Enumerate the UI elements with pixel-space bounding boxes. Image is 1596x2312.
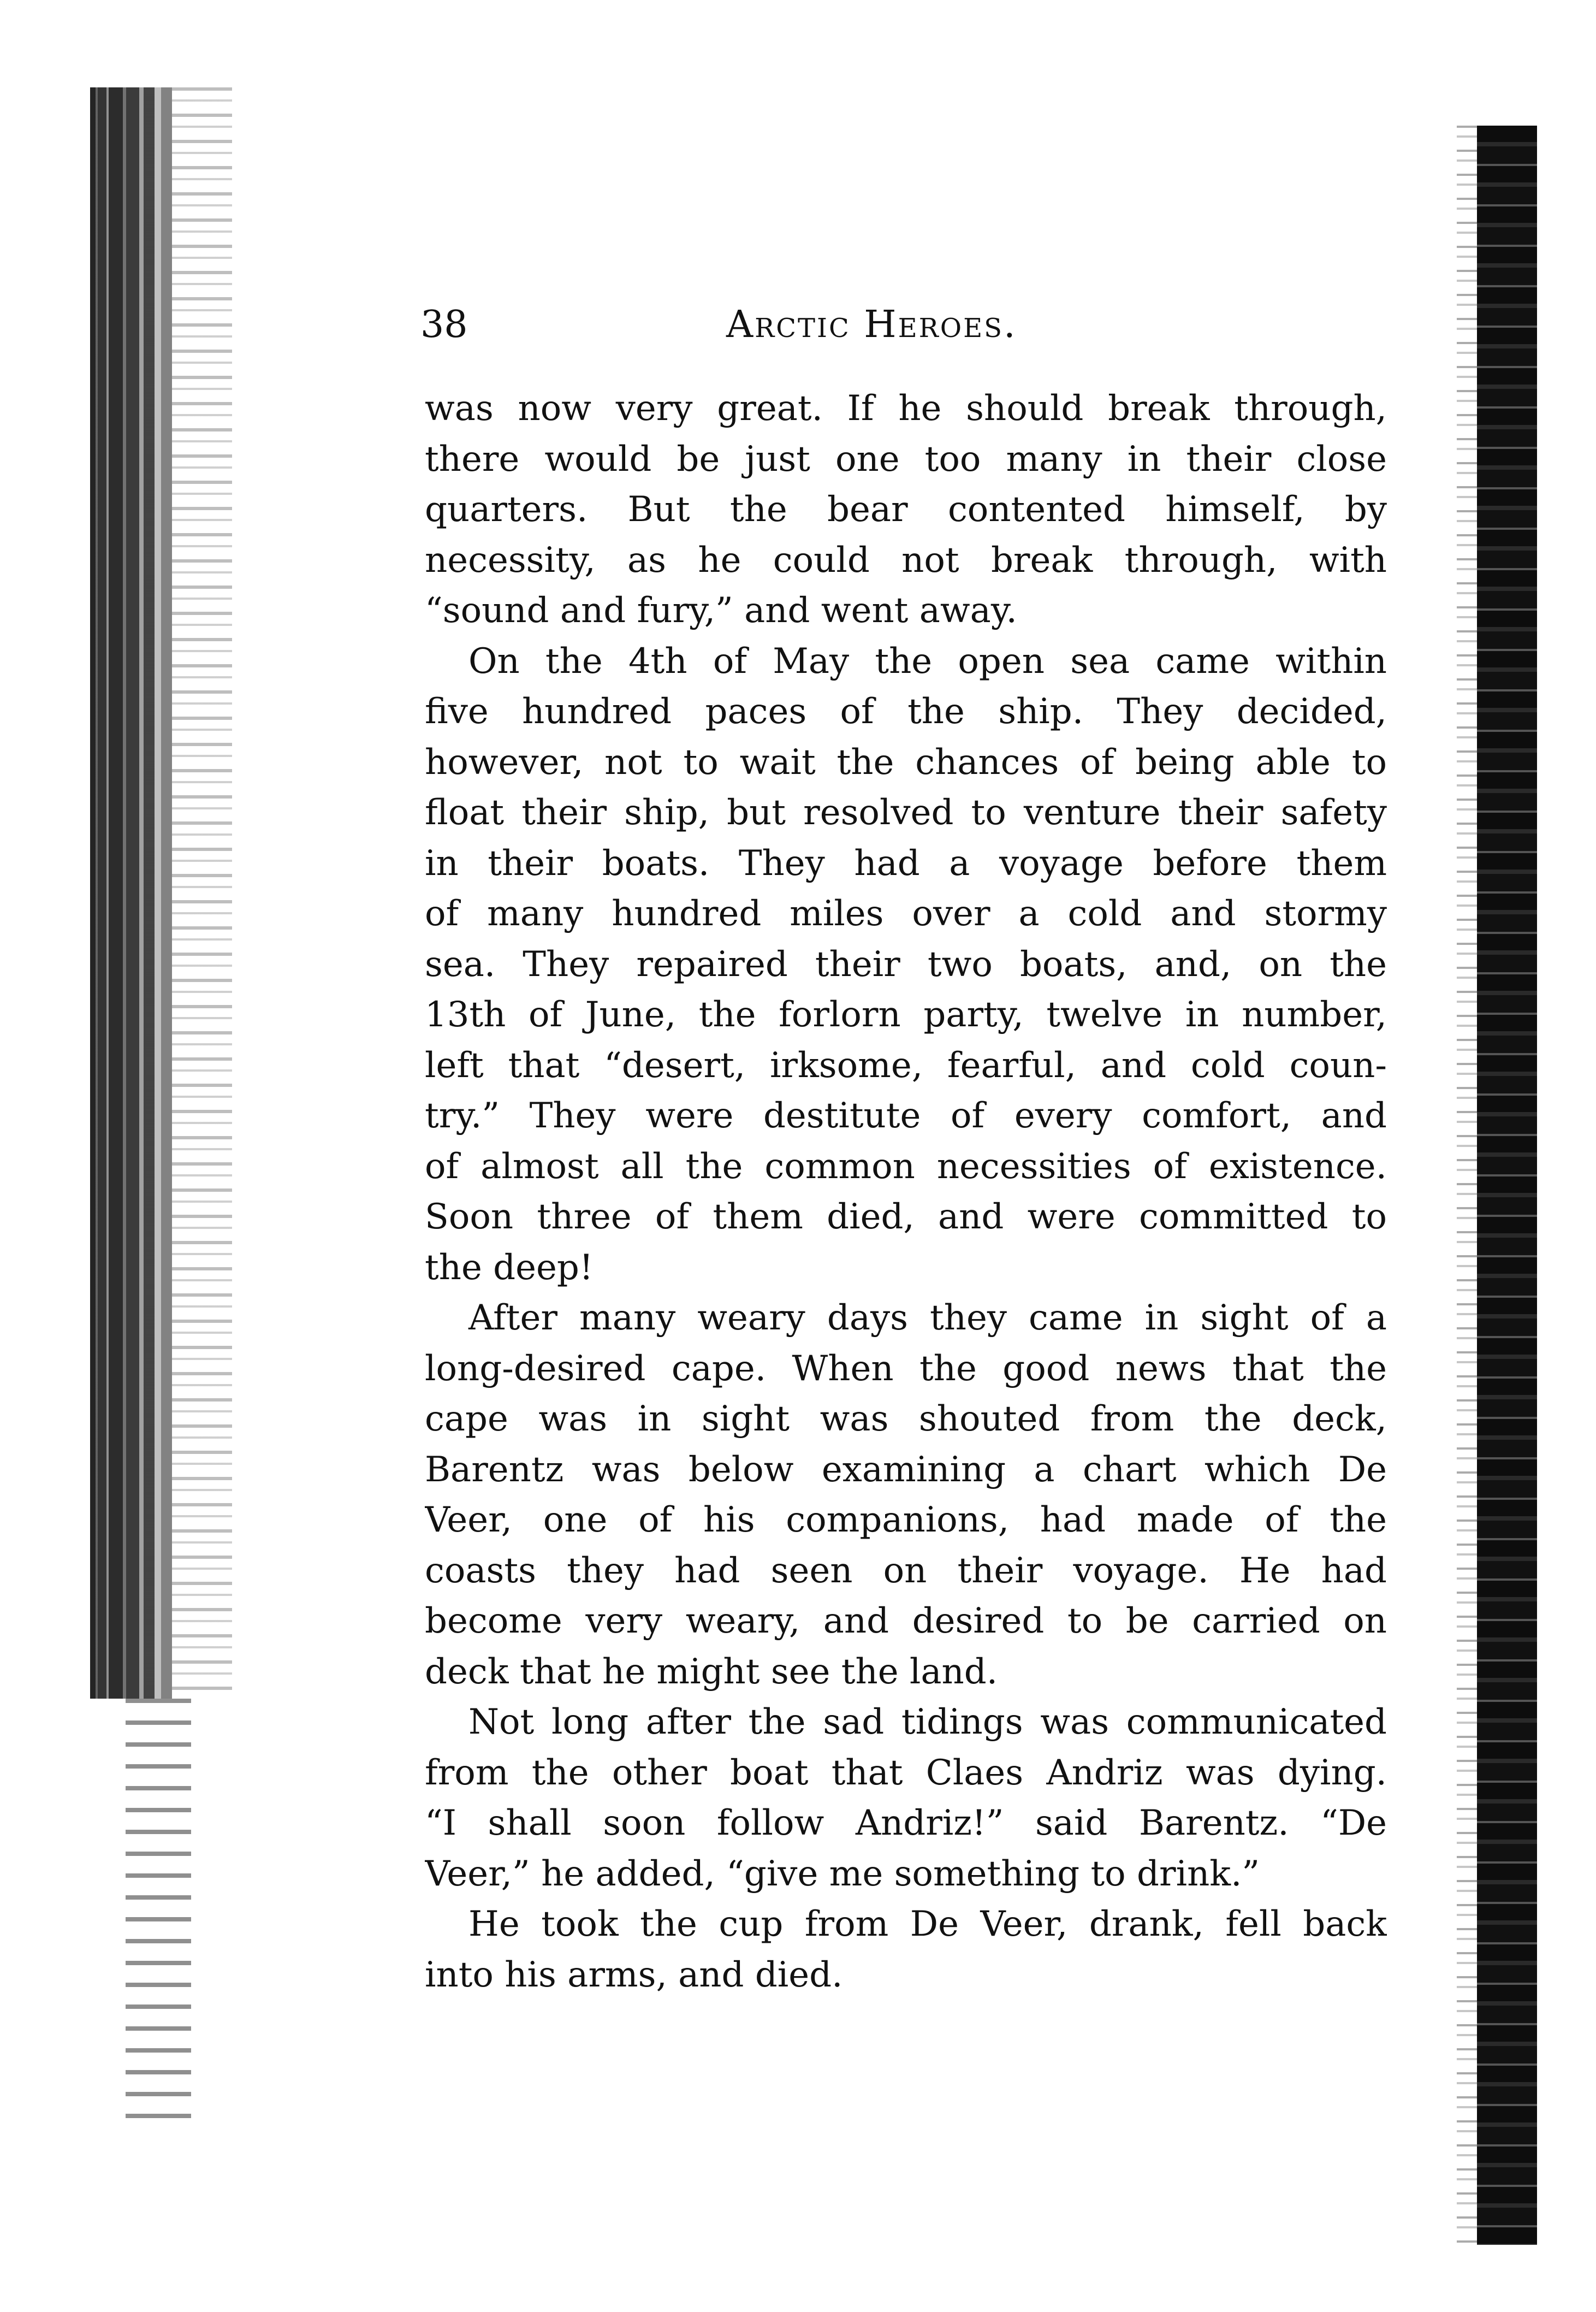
text-line: Not long after the sad tidings was communicated bbox=[468, 1702, 1387, 1742]
scan-binding-left-shadow bbox=[172, 87, 232, 1699]
text-line: deck that he might see the land. bbox=[425, 1651, 998, 1692]
text-line: into his arms, and died. bbox=[425, 1954, 843, 1995]
text-line: 13th of June, the forlorn party, twelve in number, bbox=[425, 995, 1387, 1035]
text-line: Veer, one of his companions, had made of the bbox=[425, 1500, 1387, 1540]
text-line: After many weary days they came in sight of a bbox=[468, 1298, 1387, 1338]
text-line: Soon three of them died, and were committed to bbox=[425, 1197, 1387, 1237]
text-line: try.” They were destitute of every comfort, and bbox=[425, 1096, 1387, 1136]
scan-binding-left bbox=[90, 87, 172, 1699]
text-line: left that “desert, irksome, fearful, and cold coun- bbox=[425, 1045, 1387, 1086]
text-line: On the 4th of May the open sea came within bbox=[468, 641, 1387, 682]
page-number: 38 bbox=[420, 303, 468, 346]
text-line: necessity, as he could not break through, with bbox=[425, 540, 1387, 581]
scan-binding-left-lower bbox=[126, 1699, 191, 2125]
text-line: from the other boat that Claes Andriz was dying. bbox=[425, 1752, 1387, 1793]
body-text bbox=[425, 383, 1387, 2000]
text-line: sea. They repaired their two boats, and, on the bbox=[425, 944, 1387, 985]
text-line: there would be just one too many in their close bbox=[425, 439, 1387, 480]
text-line: Barentz was below examining a chart which De bbox=[425, 1449, 1387, 1490]
text-line: “I shall soon follow Andriz!” said Barentz. “De bbox=[425, 1803, 1387, 1843]
paragraph bbox=[425, 1697, 1387, 1899]
text-line: become very weary, and desired to be carried on bbox=[425, 1601, 1387, 1641]
text-line: quarters. But the bear contented himself, by bbox=[425, 489, 1387, 530]
text-line: coasts they had seen on their voyage. He had bbox=[425, 1550, 1387, 1591]
text-line: “sound and fury,” and went away. bbox=[425, 590, 1017, 631]
text-line: the deep! bbox=[425, 1247, 594, 1288]
paragraph bbox=[425, 1899, 1387, 2000]
text-line: was now very great. If he should break through, bbox=[425, 388, 1387, 429]
scan-binding-right bbox=[1477, 126, 1537, 2245]
text-line: in their boats. They had a voyage before them bbox=[425, 843, 1387, 884]
paragraph bbox=[425, 1293, 1387, 1697]
paragraph bbox=[425, 383, 1387, 636]
page-header bbox=[420, 295, 1381, 355]
paragraph bbox=[425, 636, 1387, 1293]
text-line: of many hundred miles over a cold and stormy bbox=[425, 894, 1387, 934]
text-line: cape was in sight was shouted from the deck, bbox=[425, 1399, 1387, 1439]
running-head: Arctic Heroes. bbox=[726, 303, 1017, 346]
text-line: however, not to wait the chances of being able to bbox=[425, 742, 1387, 783]
text-line: Veer,” he added, “give me something to drink.” bbox=[425, 1853, 1260, 1894]
text-line: He took the cup from De Veer, drank, fell back bbox=[468, 1904, 1387, 1944]
text-line: five hundred paces of the ship. They decided, bbox=[425, 691, 1387, 732]
text-line: float their ship, but resolved to venture their safety bbox=[425, 793, 1387, 833]
scan-binding-right-shadow bbox=[1457, 126, 1479, 2245]
text-line: long-desired cape. When the good news that the bbox=[425, 1348, 1387, 1389]
text-line: of almost all the common necessities of existence. bbox=[425, 1146, 1387, 1187]
